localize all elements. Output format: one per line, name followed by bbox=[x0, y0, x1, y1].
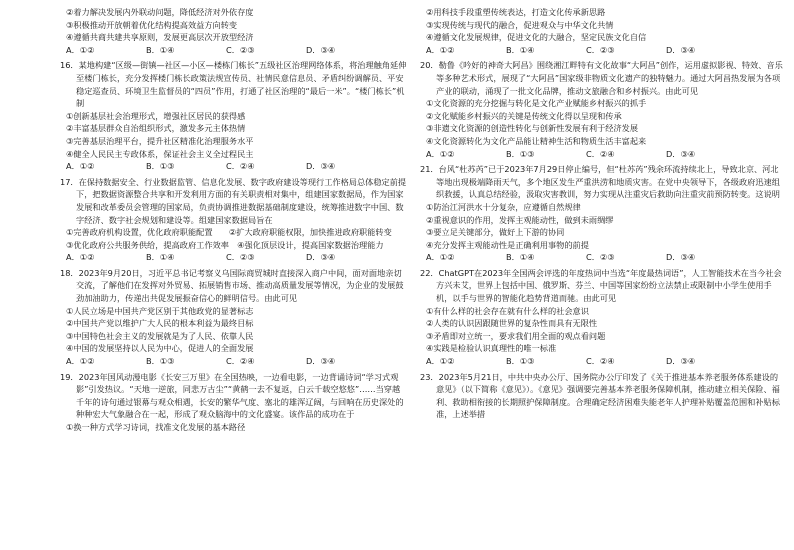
choice-a: A．①② bbox=[426, 356, 455, 367]
choice-a: A．①② bbox=[66, 356, 95, 367]
option: ①有什么样的社会存在就有什么样的社会意识 bbox=[426, 305, 589, 316]
option: ②文化赋能乡村振兴的关键是传统文化得以呈现和传承 bbox=[426, 110, 622, 121]
option: ③完善基层治理平台，提升社区精准化治理服务水平 bbox=[66, 135, 254, 146]
choice-c: C．②③ bbox=[226, 252, 255, 263]
answer-choices bbox=[420, 44, 786, 57]
option: ①创新基层社会治理形式，增强社区居民的获得感 bbox=[66, 110, 246, 121]
choice-d: D．③④ bbox=[306, 252, 336, 263]
option: ②丰富基层群众自治组织形式，激发多元主体热情 bbox=[66, 123, 246, 134]
question-stem: 22．ChatGPT在2023年全国两会评选的年度热词中当选“年度最热词语”，人工智能技术在当今社会方兴未艾，世界上包括中国、俄罗斯、芬兰、中国等国家纷纷立法禁止或限制中小学生使用手机，以手与世界的智能化趋势背道而驰。由此可见 bbox=[420, 267, 782, 304]
option: ③优化政府公共服务供给，提高政府工作效率 ④强化顶层设计，提高国家数据治理能力 bbox=[66, 239, 384, 250]
choice-d: D．③④ bbox=[306, 161, 336, 172]
option: ④中国的发展坚持以人民为中心，促进人的全面发展 bbox=[66, 343, 254, 354]
question-stem: 19．2023年国风动漫电影《长安三万里》在全国热映，一边看电影，一边背诵诗词“学习式观影”引发热议。“天地一逆旅，同悲万古尘”“黄鹤一去不复返，白云千载空悠悠”……当穿越千年的诗句通过银幕与观众相遇，长安的繁华气度、塞北的雄浑辽阔，与回响在历史深处的种种宏大气象融合在一起，形成了观众脑海中的文化盛宴。该作品的成功在于 bbox=[60, 371, 404, 420]
question-19-continued bbox=[420, 6, 786, 56]
question-stem: 23．2023年5月21日，中共中央办公厅、国务院办公厅印发了《关于推进基本养老服务体系建设的意见》（以下简称《意见》）。《意见》强调要完善基本养老服务保障机制，推动建立相关保险、福利、救助相衔接的长期照护保障制度。合理确定经济困难失能老年人护理补贴覆盖范围和补贴标准，上述举措 bbox=[420, 371, 780, 420]
choice-c: C．②③ bbox=[586, 252, 615, 263]
answer-choices bbox=[420, 355, 786, 368]
option: ③非遗文化资源的创造性转化与创新性发展有利于经济发展 bbox=[426, 123, 639, 134]
option: ③实现传统与现代的融合，促进观众与中华文化共情 bbox=[426, 19, 614, 30]
choice-b: B．①④ bbox=[146, 44, 175, 55]
choice-b: B．①④ bbox=[146, 252, 175, 263]
question-22 bbox=[420, 267, 786, 368]
question-stem: 17．在保持数据安全、行业数据监管、信息化发展、数字政府建设等现行工作格局总体稳定前提下，把数据资源整合共享和开发利用方面的有关职责相对集中，组建国家数据局，作为国家发展和改革委员会管理的国家局，负责协调推进数据基础制度建设，统筹推进数字中国、数字经济、数字社会规划和建设等。组建国家数据局旨在 bbox=[60, 176, 407, 225]
question-20 bbox=[420, 59, 786, 160]
choice-c: C．②④ bbox=[226, 161, 255, 172]
choice-b: B．①③ bbox=[506, 356, 535, 367]
choice-b: B．①③ bbox=[146, 356, 175, 367]
left-column bbox=[60, 6, 408, 437]
choice-a: A．①② bbox=[426, 148, 455, 159]
question-16 bbox=[60, 59, 408, 172]
option: ②中国共产党以维护广大人民的根本利益为最终目标 bbox=[66, 318, 254, 329]
choice-c: C．②③ bbox=[586, 44, 615, 55]
question-19 bbox=[60, 371, 408, 434]
choice-a: A．①② bbox=[66, 252, 95, 263]
answer-choices bbox=[60, 160, 408, 173]
option: ②着力解决发展内外联动问题，降低经济对外依存度 bbox=[66, 7, 254, 17]
answer-choices bbox=[420, 148, 786, 161]
choice-b: B．①③ bbox=[506, 148, 535, 159]
option: ②重视意识的作用，发挥主观能动性，做到未雨绸缪 bbox=[426, 214, 614, 225]
question-23 bbox=[420, 371, 786, 421]
choice-d: D．③④ bbox=[306, 356, 336, 367]
choice-d: D．③④ bbox=[666, 356, 696, 367]
question-stem: 20．勒鲁《吟好的神奇大阿昌》围绕湘江畔特有文化故事“大阿昌”创作，运用虚拟影视、特效、音乐等多种艺术形式，展现了“大阿昌”国家级非物质文化遗产的独特魅力。通过大阿昌热发展为各项产业的联动，涌现了一批文化品牌，推动文旅融合和乡村振兴。由此可见 bbox=[420, 60, 783, 96]
option: ①完善政府机构设置，优化政府职能配置 ②扩大政府职能权限，加快推进政府职能转变 bbox=[66, 227, 392, 238]
right-column bbox=[420, 6, 786, 424]
choice-d: D．③④ bbox=[666, 148, 696, 159]
choice-a: A．①② bbox=[66, 161, 95, 172]
choice-c: C．②④ bbox=[586, 356, 615, 367]
choice-d: D．③④ bbox=[666, 44, 696, 55]
option: ④文化资源转化为文化产品能让精神生活和物质生活丰富起来 bbox=[426, 135, 647, 146]
question-stem: 18．2023年9月20日，习近平总书记考察义乌国际商贸城时直接深入商户中间，面对面地亲切交流，了解他们在发挥对外贸易、拓展销售市场、推动高质量发展等情况，为企业的发展鼓劲加油助力，传递出共促发展振奋信心的鲜明信号。由此可见 bbox=[60, 267, 404, 304]
option: ③积极推动开放朝着优化结构提高效益方向转变 bbox=[66, 19, 238, 30]
choice-c: C．②③ bbox=[226, 44, 255, 55]
option: ④充分发挥主观能动性是正确利用事物的前提 bbox=[426, 239, 589, 250]
option: ③矛盾即对立统一，要求我们用全面的观点看问题 bbox=[426, 330, 606, 341]
option: ④遵循共商共建共享原则，发展更高层次开放型经济 bbox=[66, 32, 254, 43]
option: ④实践是检验认识真理性的唯一标准 bbox=[426, 343, 557, 354]
choice-b: B．①④ bbox=[506, 44, 535, 55]
choice-b: B．①④ bbox=[506, 252, 535, 263]
choice-a: A．①② bbox=[426, 252, 455, 263]
option: ①文化资源的充分挖掘与转化是文化产业赋能乡村振兴的抓手 bbox=[426, 98, 647, 109]
choice-c: C．②④ bbox=[226, 356, 255, 367]
answer-choices bbox=[60, 355, 408, 368]
question-18 bbox=[60, 267, 408, 368]
answer-choices bbox=[60, 251, 408, 264]
choice-a: A．①② bbox=[66, 44, 95, 55]
question-21 bbox=[420, 163, 786, 264]
question-15-tail bbox=[60, 6, 408, 56]
option: ③要立足关键部分，做好上下游的协同 bbox=[426, 227, 565, 238]
option: ②人类的认识因跟随世界的复杂性而具有无限性 bbox=[426, 318, 598, 329]
answer-choices bbox=[420, 251, 786, 264]
option: ②用科技手段重塑传统表达，打造文化传承新思路 bbox=[426, 7, 606, 17]
question-stem: 16．某地构建“区级—街镇—社区—小区—楼栋门栋长”五级社区治理网络体系，将治理触角延伸至楼门栋长，充分发挥楼门栋长政策法规宣传员、社情民意信息员、矛盾纠纷调解员、平安稳定巡查员、环境卫生监督员的“四员”作用，打通了社区治理的“最后一米”。“楼门栋长”机制 bbox=[60, 60, 407, 109]
option: ①防治江河洪水十分复杂，应遵循自然规律 bbox=[426, 201, 581, 212]
option: ①换一种方式学习诗词，找准文化发展的基本路径 bbox=[66, 422, 246, 432]
choice-d: D．③④ bbox=[666, 252, 696, 263]
option: ④健全人民民主专政体系，保证社会主义全过程民主 bbox=[66, 148, 254, 159]
choice-a: A．①② bbox=[426, 44, 455, 55]
question-stem: 21．台风“杜苏芮”已于2023年7月29日停止编号，但“杜苏芮”残余环流持续北上，导致北京、河北等地出现极端降雨天气，多个地区发生严重洪涝和地质灾害。在党中央领导下，各级政府迅速组织救援，认真总结经验，汲取灾害教训，努力实现从注重灾后救助向注重灾前预防转变。这说明 bbox=[420, 164, 780, 200]
choice-d: D．③④ bbox=[306, 44, 336, 55]
choice-b: B．①③ bbox=[146, 161, 175, 172]
option: ①人民立场是中国共产党区别于其他政党的显著标志 bbox=[66, 305, 254, 316]
question-17 bbox=[60, 176, 408, 264]
choice-c: C．②④ bbox=[586, 148, 615, 159]
option: ③中国特色社会主义的发展就是为了人民、依靠人民 bbox=[66, 330, 254, 341]
answer-choices bbox=[60, 44, 408, 57]
option: ④遵循文化发展规律，促进文化的大融合，坚定民族文化自信 bbox=[426, 32, 647, 43]
